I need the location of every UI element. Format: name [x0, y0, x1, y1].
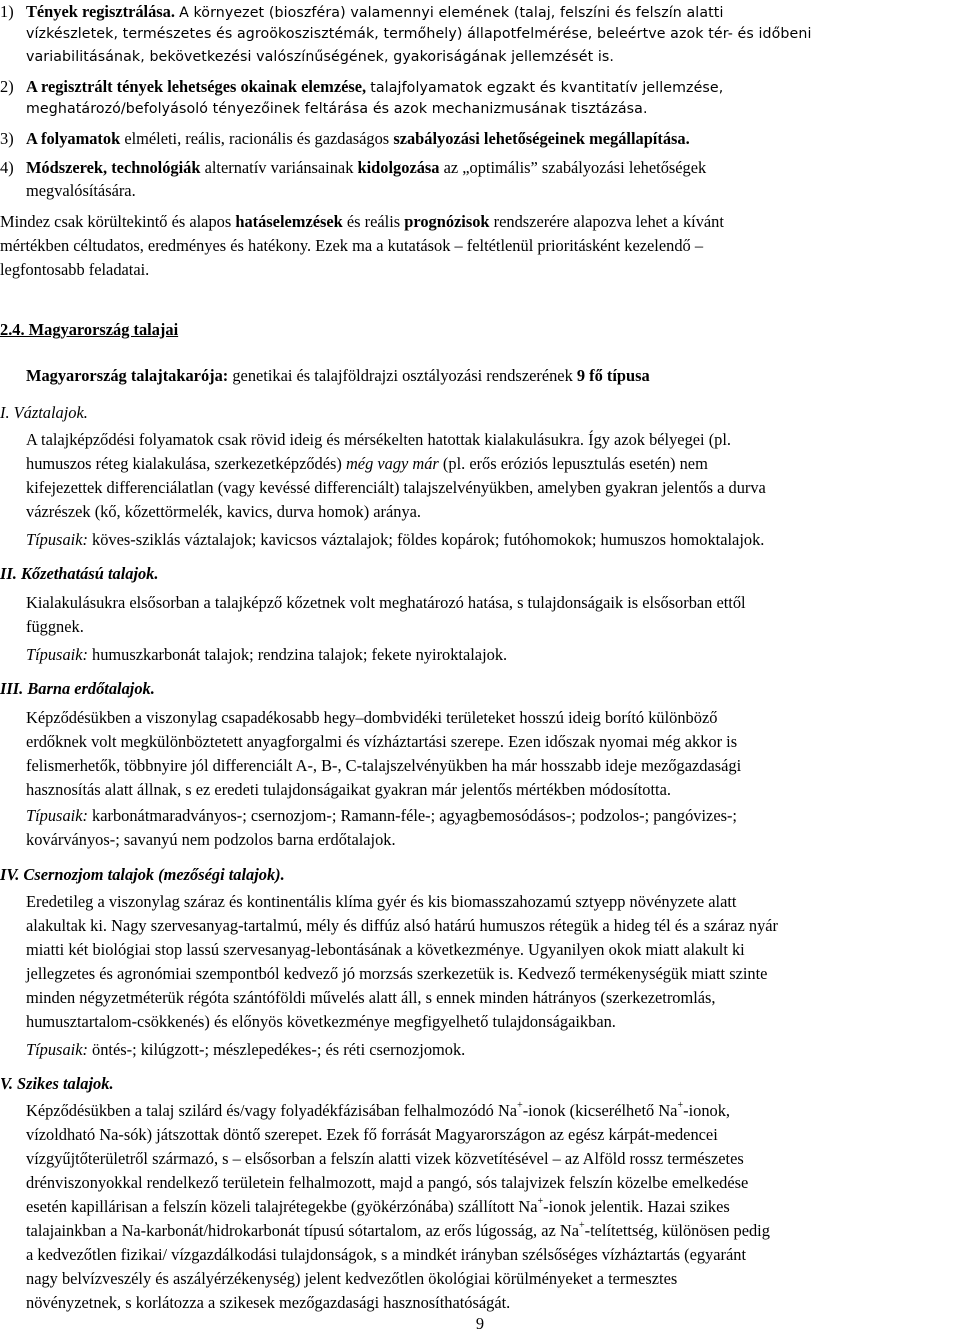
- text-line: vízgyűjtőterületről származó, s – elsősorban a felszín alatti vizek közvetítésével – az Alföld rossz természetes: [26, 1149, 744, 1168]
- subsection-heading-3: III. Barna erdőtalajok.: [0, 679, 155, 698]
- list-number: 3): [0, 129, 14, 148]
- text-line: felismerhetők, többnyire jól differenciált A-, B-, C-talajszelvényükben ha már hosszabb ideje mezőgazdasági: [26, 756, 742, 775]
- text-line: variabilitásának, bekövetkezési valószínűségének, gyakoriságának jellemzését is.: [26, 49, 614, 65]
- text-line: növényzetnek, s korlátozza a szikesek mezőgazdasági hasznosíthatóságát.: [26, 1293, 511, 1312]
- text-span: köves-sziklás váztalajok; kavicsos váztalajok; földes kopárok; futóhomokok; humuszos homoktalajok.: [92, 530, 765, 549]
- types-line: [26, 1038, 958, 1062]
- superscript: +: [579, 1219, 585, 1231]
- text-span: Mindez csak körültekintő és alapos: [0, 212, 232, 231]
- text-line: Eredetileg a viszonylag száraz és kontinentális klíma gyér és kis biomasszahozamú sztyepp növényzete alatt: [26, 892, 737, 911]
- text-line: meghatározó/befolyásoló tényezőinek feltárása és azok mechanizmusának tisztázása.: [26, 101, 648, 117]
- text-line: minden négyzetméterük régóta szántóföldi művelés alatt áll, s ennek minden hátrányos (szerkezetromlás,: [26, 988, 716, 1007]
- text-span: -ionok (kicserélhető Na: [522, 1101, 678, 1120]
- text-line: jellegzetes és agronómiai szempontból kedvező jó morzsás szerkezetük is. Kedvező termékenységük miatt szinte: [26, 964, 768, 983]
- text-span: Képződésükben a talaj szilárd és/vagy folyadékfázisában felhalmozódó Na: [26, 1101, 518, 1120]
- text-line: kovárványos-; savanyú nem podzolos barna erdőtalajok.: [26, 830, 396, 849]
- text-line: talajfolyamatok egzakt és kvantitatív jellemzése,: [370, 80, 724, 96]
- text-line: drénviszonyokkal rendelkező területein felhalmozott, majd a pangó, sós talajvizek felszín közelbe emelkedése: [26, 1173, 749, 1192]
- text-line: alakultak ki. Nagy szervesanyag-tartalmú, mély és diffúz alsó határú humuszos rétegük a hideg tél és a száraz nyár: [26, 916, 779, 935]
- text-span: alternatív variánsainak: [204, 158, 354, 177]
- types-label: Típusaik:: [26, 1040, 88, 1059]
- list-item-2: [0, 75, 958, 101]
- list-number: 4): [0, 158, 14, 177]
- types-line: [26, 528, 958, 552]
- text-span: humuszkarbonát talajok; rendzina talajok; fekete nyiroktalajok.: [92, 645, 508, 664]
- text-line: megvalósítására.: [26, 181, 136, 200]
- list-item-1: [0, 0, 958, 26]
- superscript: +: [537, 1195, 544, 1207]
- superscript: +: [517, 1099, 523, 1111]
- bold-span: kidolgozása: [357, 158, 440, 177]
- italic-span: még vagy már: [345, 454, 439, 473]
- bold-span: szabályozási lehetőségeinek megállapítása.: [393, 129, 690, 148]
- list-item-3: [0, 127, 958, 151]
- types-line: [26, 804, 958, 828]
- text-line: [26, 1195, 958, 1219]
- text-line: humusztartalom-csökkenés) és előnyös következménye megfigyelhető tulajdonságaikban.: [26, 1012, 616, 1031]
- text-line: vízkészletek, természetes és agroökoszisztémák, termőhely) állapotfelmérése, beleértve azok tér- és időbeni: [26, 26, 812, 42]
- text-span: -ionok,: [683, 1101, 731, 1120]
- section-title-text: 2.4. Magyarország talajai: [0, 320, 179, 339]
- bold-span: hatáselemzések: [235, 212, 343, 231]
- summary-paragraph: [0, 210, 958, 234]
- text-span: rendszerére alapozva lehet a kívánt: [493, 212, 724, 231]
- text-span: elméleti, reális, racionális és gazdaságos: [124, 129, 390, 148]
- text-span: esetén kapillárisan a felszín közeli talajrétegekbe (gyökérzónába) szállított Na: [26, 1197, 538, 1216]
- bold-span: prognózisok: [404, 212, 490, 231]
- list-number: 2): [0, 77, 14, 96]
- text-line: a kedvezőtlen fizikai/ vízgazdálkodási tulajdonságok, s a mindkét irányban szélsőséges vízháztartás (egyaránt: [26, 1245, 747, 1264]
- text-span: öntés-; kilúgzott-; mészlepedékes-; és réti csernozjomok.: [92, 1040, 466, 1059]
- text-line: A környezet (bioszféra) valamennyi elemének (talaj, felszíni és felszín alatti: [179, 5, 724, 21]
- text-line: [26, 1219, 958, 1243]
- subsection-heading-1: I. Váztalajok.: [0, 403, 88, 422]
- text-line: legfontosabb feladatai.: [0, 260, 150, 279]
- bold-span: 9 fő típusa: [576, 366, 650, 385]
- list-heading: A folyamatok: [25, 129, 121, 148]
- text-span: -ionok jelentik. Hazai szikes: [543, 1197, 730, 1216]
- bold-span: Magyarország talajtakarója:: [26, 366, 229, 385]
- page-number: 9: [475, 1314, 485, 1333]
- section-title: [0, 318, 958, 342]
- subsection-heading-2: II. Kőzethatású talajok.: [0, 564, 159, 583]
- text-span: talajainkban a Na-karbonát/hidrokarbonát típusú sótartalom, az erős lúgosság, az Na: [26, 1221, 579, 1240]
- types-label: Típusaik:: [26, 530, 88, 549]
- text-line: Kialakulásukra elsősorban a talajképző kőzetnek volt meghatározó hatása, s tulajdonságaik is elsősorban ettől: [26, 593, 746, 612]
- list-item-4: [0, 156, 958, 180]
- text-span: genetikai és talajföldrajzi osztályozási rendszerének: [232, 366, 573, 385]
- text-line: [26, 452, 958, 476]
- text-span: az „optimális” szabályozási lehetőségek: [443, 158, 707, 177]
- list-number: 1): [0, 2, 14, 21]
- text-span: (pl. erős eróziós lepusztulás esetén) nem: [442, 454, 708, 473]
- text-span: és reális: [346, 212, 401, 231]
- text-line: kifejezettek differenciálatlan (vagy kevéssé differenciált) talajszelvényükben, amelyben gyakran jelentős a durva: [26, 478, 766, 497]
- types-label: Típusaik:: [26, 645, 88, 664]
- types-line: [26, 643, 958, 667]
- types-label: Típusaik:: [26, 806, 88, 825]
- intro-line: [26, 364, 958, 388]
- text-line: miatti két biológiai stop lassú szervesanyag-lebontásának a következménye. Ugyanilyen okok miatt alakult ki: [26, 940, 745, 959]
- list-heading: Módszerek, technológiák: [25, 158, 201, 177]
- superscript: +: [677, 1099, 684, 1111]
- text-line: A talajképződési folyamatok csak rövid ideig és mérsékelten hatottak kialakulásukra. Így azok bélyegei (pl.: [26, 430, 732, 449]
- text-line: mértékben céltudatos, eredményes és hatékony. Ezek ma a kutatások – feltétlenül prioritásként kezelendő –: [0, 236, 704, 255]
- text-line: vízoldható Na-sók) játszottak döntő szerepet. Ezek fő forrását Magyarországon az egész kárpát-medencei: [26, 1125, 718, 1144]
- list-heading: A regisztrált tények lehetséges okainak elemzése,: [25, 77, 367, 96]
- text-line: erdőknek volt megkülönböztetett anyagforgalmi és vízháztartási szerepe. Ezen időszak nyomai még akkor is: [26, 732, 738, 751]
- text-span: humuszos réteg kialakulása, szerkezetképződés): [26, 454, 342, 473]
- text-line: [26, 1099, 958, 1123]
- text-line: Képződésükben a viszonylag csapadékosabb hegy–dombvidéki területeket hosszú ideig borító különböző: [26, 708, 718, 727]
- text-line: hasznosítás alatt állnak, s ez eredeti tulajdonságaikat gyakran már jelentős mértékben módosította.: [26, 780, 671, 799]
- text-line: függnek.: [26, 617, 84, 636]
- subsection-heading-5: V. Szikes talajok.: [0, 1074, 114, 1093]
- text-line: vázrészek (kő, kőzettörmelék, kavics, durva homok) aránya.: [26, 502, 422, 521]
- text-span: karbonátmaradványos-; csernozjom-; Ramann-féle-; agyagbemosódásos-; podzolos-; pangóvizes-;: [92, 806, 737, 825]
- text-line: nagy belvízveszély és aszályérzékenység) jelent kedvezőtlen ökológiai körülményeket a termesztes: [26, 1269, 678, 1288]
- list-heading: Tények regisztrálása.: [25, 2, 175, 21]
- subsection-heading-4: IV. Csernozjom talajok (mezőségi talajok).: [0, 865, 285, 884]
- text-span: -telítettség, különösen pedig: [584, 1221, 770, 1240]
